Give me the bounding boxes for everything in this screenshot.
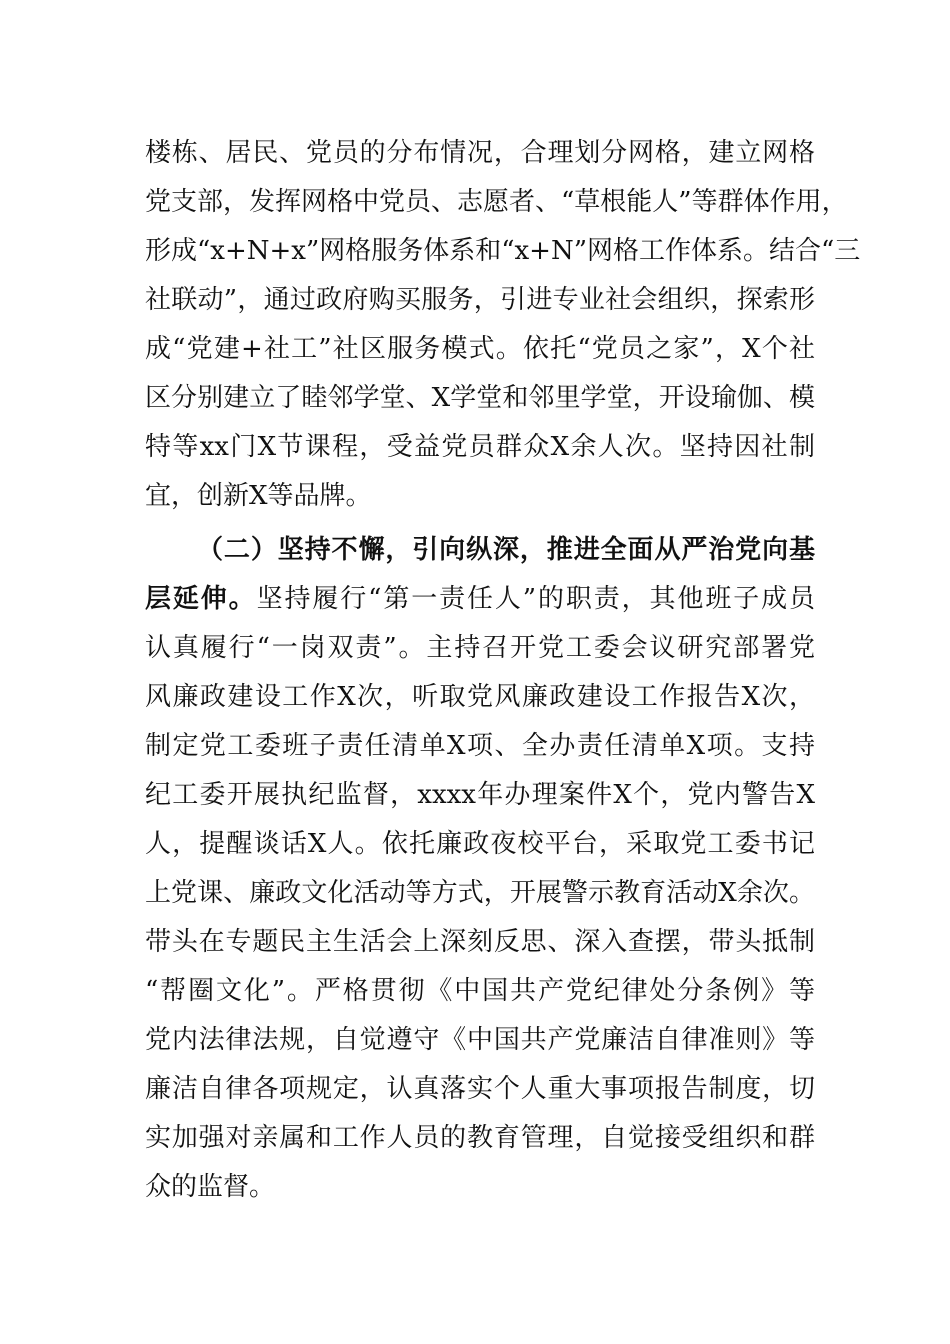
section-heading-line-2 — [145, 574, 815, 624]
paragraph-1-line-6: 区分别建立了睦邻学堂、X学堂和邻里学堂，开设瑜伽、模 — [145, 383, 815, 413]
section-heading-line-1: （二）坚持不懈，引向纵深，推进全面从严治党向基 — [197, 535, 815, 565]
paragraph-2-line-10: 廉洁自律各项规定，认真落实个人重大事项报告制度，切 — [145, 1074, 815, 1104]
paragraph-1-line-4: 社联动”，通过政府购买服务，引进专业社会组织，探索形 — [145, 285, 815, 315]
paragraph-2-line-9: 党内法律法规，自觉遵守《中国共产党廉洁自律准则》等 — [145, 1025, 815, 1055]
paragraph-2-line-8: “帮圈文化”。严格贯彻《中国共产党纪律处分条例》等 — [145, 976, 815, 1006]
paragraph-1-line-8: 宜，创新X等品牌。 — [145, 481, 372, 511]
paragraph-2-line-2: 风廉政建设工作X次，听取党风廉政建设工作报告X次， — [145, 682, 815, 712]
paragraph-1-line-5: 成“党建+社工”社区服务模式。依托“党员之家”，X个社 — [145, 334, 815, 364]
paragraph-1-line-1: 楼栋、居民、党员的分布情况，合理划分网格，建立网格 — [145, 138, 815, 168]
paragraph-2-line-3: 制定党工委班子责任清单X项、全办责任清单X项。支持 — [145, 731, 815, 761]
paragraph-2-line-11: 实加强对亲属和工作人员的教育管理，自觉接受组织和群 — [145, 1123, 815, 1153]
paragraph-2-line-7: 带头在专题民主生活会上深刻反思、深入查摆，带头抵制 — [145, 927, 815, 957]
paragraph-1-line-7: 特等xx门X节课程，受益党员群众X余人次。坚持因社制 — [145, 432, 815, 462]
paragraph-2-line-6: 上党课、廉政文化活动等方式，开展警示教育活动X余次。 — [145, 878, 815, 908]
paragraph-2-line-12: 众的监督。 — [145, 1172, 276, 1202]
section-heading-line-2-text: 坚持履行“第一责任人”的职责，其他班子成员 — [256, 584, 815, 614]
section-heading-bold-tail: 层延伸。 — [145, 584, 257, 614]
paragraph-2-line-4: 纪工委开展执纪监督，xxxx年办理案件X个，党内警告X — [145, 780, 815, 810]
paragraph-1-line-3: 形成“x+N+x”网格服务体系和“x+N”网格工作体系。结合“三 — [145, 236, 861, 266]
paragraph-2-line-1: 认真履行“一岗双责”。主持召开党工委会议研究部署党 — [145, 633, 815, 663]
paragraph-1-line-2: 党支部，发挥网格中党员、志愿者、“草根能人”等群体作用， — [145, 187, 848, 217]
paragraph-2-line-5: 人，提醒谈话X人。依托廉政夜校平台，采取党工委书记 — [145, 829, 815, 859]
